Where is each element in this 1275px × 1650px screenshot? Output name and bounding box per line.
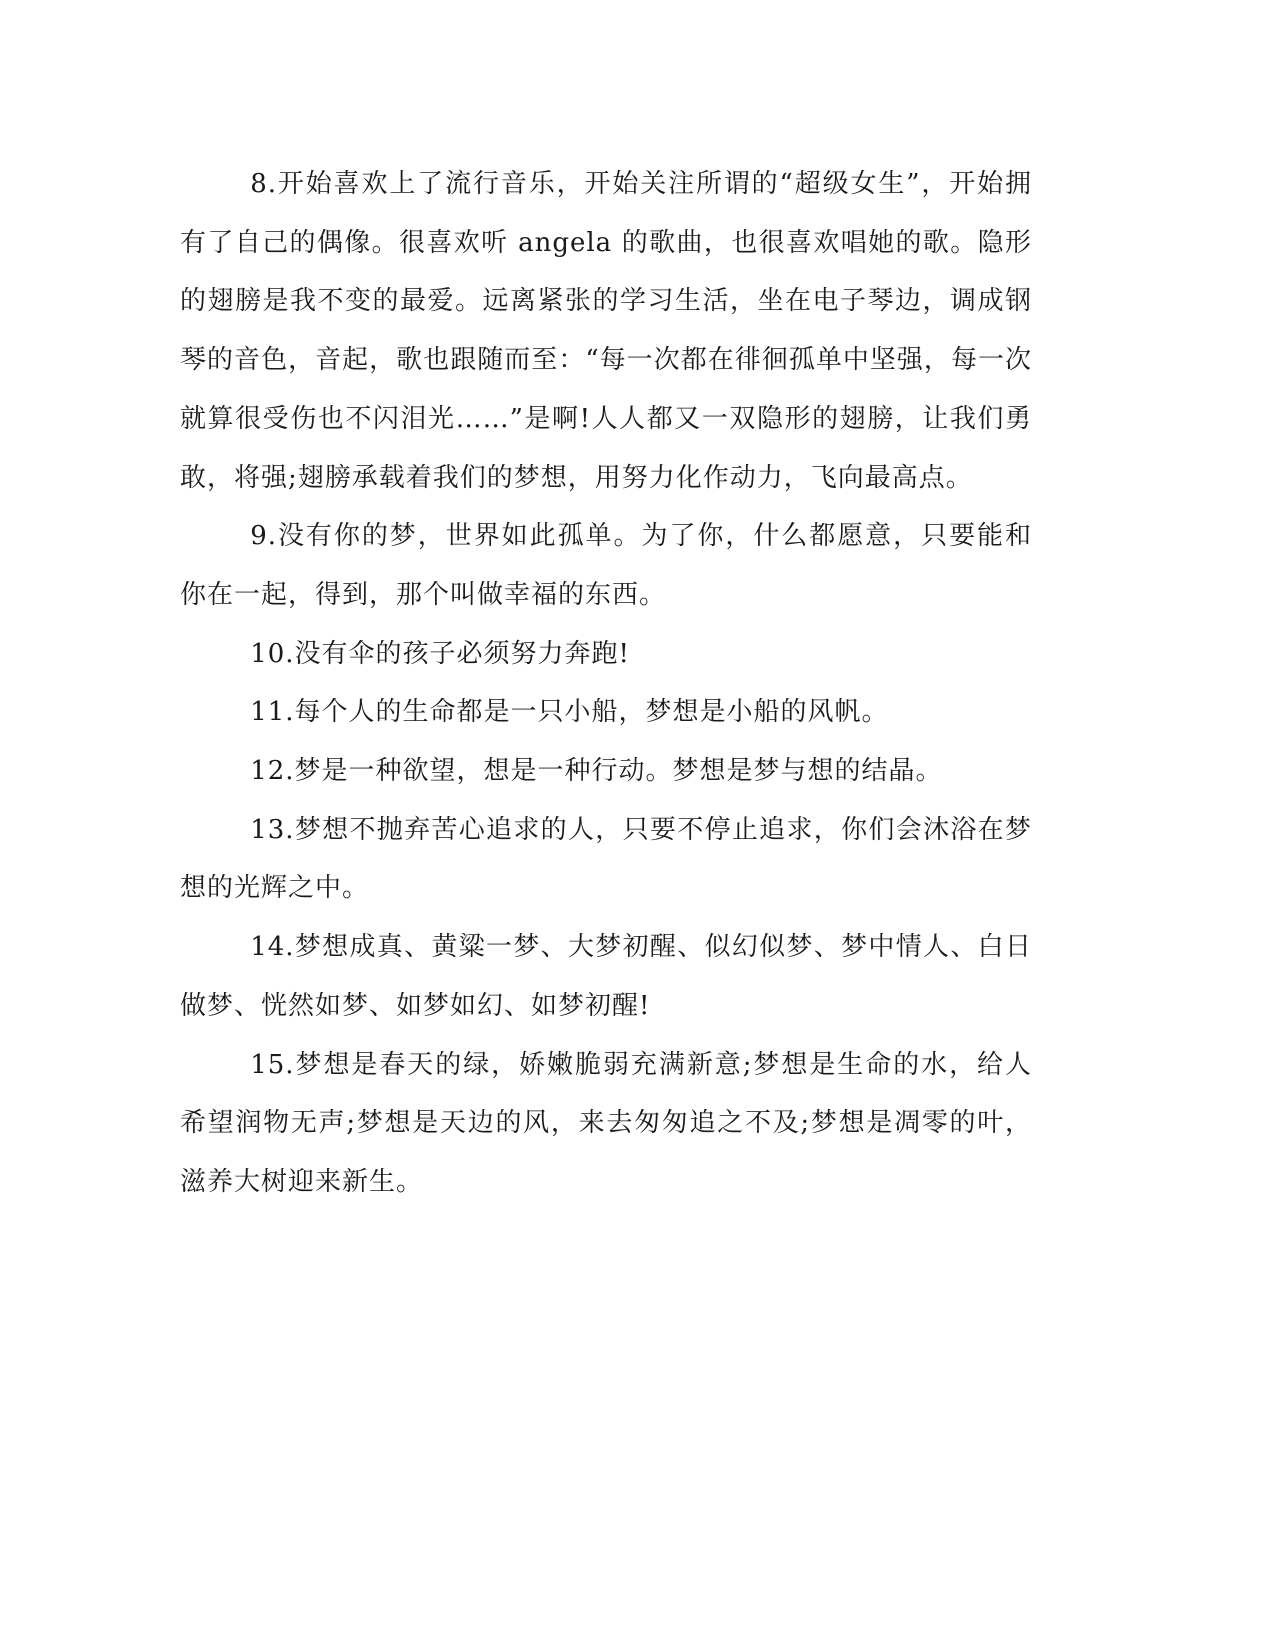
paragraph-8: 8.开始喜欢上了流行音乐，开始关注所谓的“超级女生”，开始拥有了自己的偶像。很喜欢听 angela 的歌曲，也很喜欢唱她的歌。隐形的翅膀是我不变的最爱。远离紧张的学习生活，坐在电子琴边，调成钢琴的音色，音起，歌也跟随而至：“每一次都在徘徊孤单中坚强，每一次就算很受伤也不闪泪光……”是啊!人人都又一双隐形的翅膀，让我们勇敢，将强;翅膀承载着我们的梦想，用努力化作动力，飞向最高点。: [180, 169, 1032, 493]
paragraph-15: 15.梦想是春天的绿，娇嫩脆弱充满新意;梦想是生命的水，给人希望润物无声;梦想是天边的风，来去匆匆追之不及;梦想是凋零的叶，滋养大树迎来新生。: [180, 1049, 1032, 1197]
paragraph-9: 9.没有你的梦，世界如此孤单。为了你，什么都愿意，只要能和你在一起，得到，那个叫做幸福的东西。: [180, 521, 1032, 610]
document-page: [180, 155, 1032, 1212]
paragraph-10: 10.没有伞的孩子必须努力奔跑!: [250, 638, 630, 669]
paragraph-13: 13.梦想不抛弃苦心追求的人，只要不停止追求，你们会沐浴在梦想的光辉之中。: [180, 814, 1032, 904]
paragraph-12: 12.梦是一种欲望，想是一种行动。梦想是梦与想的结晶。: [250, 756, 943, 787]
paragraph-11: 11.每个人的生命都是一只小船，梦想是小船的风帆。: [250, 697, 889, 728]
paragraph-14: 14.梦想成真、黄粱一梦、大梦初醒、似幻似梦、梦中情人、白日做梦、恍然如梦、如梦如幻、如梦初醒!: [180, 932, 1032, 1021]
